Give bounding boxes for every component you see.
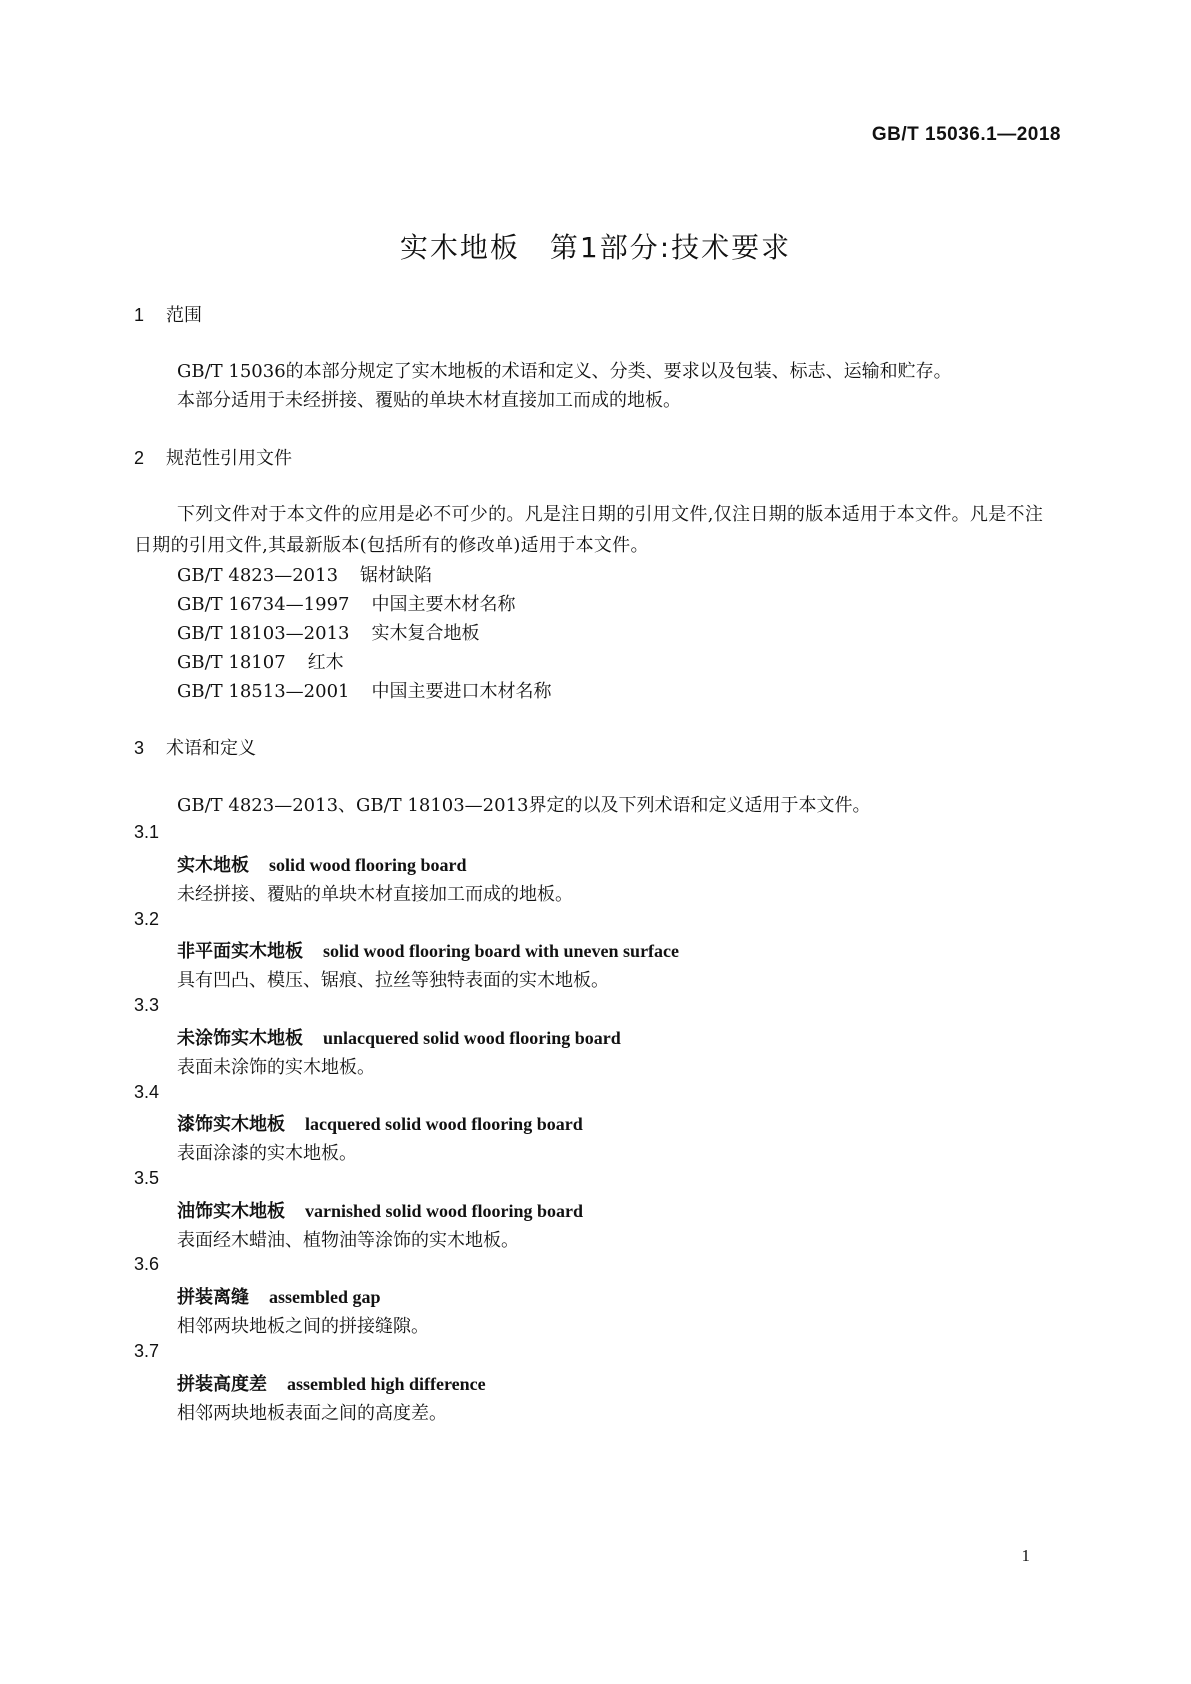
term-heading xyxy=(177,1197,583,1223)
term-number: 3.4 xyxy=(134,1082,160,1102)
reference-item xyxy=(177,677,551,703)
term-zh: 未涂饰实木地板 xyxy=(177,1028,303,1049)
reference-item xyxy=(177,561,432,587)
term-definition: 表面涂漆的实木地板。 xyxy=(177,1143,357,1164)
standard-number: GB/T 15036.1—2018 xyxy=(871,124,1061,145)
section-title: 术语和定义 xyxy=(166,738,256,759)
term-definition: 具有凹凸、模压、锯痕、拉丝等独特表面的实木地板。 xyxy=(177,970,609,991)
term-zh: 拼装离缝 xyxy=(177,1287,249,1308)
term-zh: 油饰实木地板 xyxy=(177,1201,285,1222)
term-en: assembled gap xyxy=(269,1287,381,1307)
reference-code: GB/T 16734—1997 xyxy=(177,594,350,615)
document-title: 实木地板 第1部分:技术要求 xyxy=(399,231,792,264)
reference-name: 中国主要木材名称 xyxy=(371,594,516,615)
terms-intro: GB/T 4823—2013、GB/T 18103—2013界定的以及下列术语和定义适用于本文件。 xyxy=(177,795,871,816)
term-zh: 拼装高度差 xyxy=(177,1374,267,1395)
section-title: 规范性引用文件 xyxy=(166,448,292,469)
scope-paragraph-2: 本部分适用于未经拼接、覆贴的单块木材直接加工而成的地板。 xyxy=(177,390,681,411)
term-en: unlacquered solid wood flooring board xyxy=(323,1028,621,1048)
term-number: 3.3 xyxy=(134,995,160,1015)
reference-item xyxy=(177,648,344,674)
term-definition: 表面未涂饰的实木地板。 xyxy=(177,1057,375,1078)
page-number: 1 xyxy=(1021,1546,1030,1565)
section-number: 2 xyxy=(134,448,145,468)
term-number: 3.7 xyxy=(134,1341,160,1361)
term-number: 3.1 xyxy=(134,822,160,842)
reference-code: GB/T 18103—2013 xyxy=(177,623,350,644)
term-number: 3.5 xyxy=(134,1168,160,1188)
term-heading xyxy=(177,1110,583,1136)
reference-code: GB/T 4823—2013 xyxy=(177,565,339,586)
term-definition: 相邻两块地板表面之间的高度差。 xyxy=(177,1403,447,1424)
term-heading xyxy=(177,1370,486,1396)
term-definition: 表面经木蜡油、植物油等涂饰的实木地板。 xyxy=(177,1230,519,1251)
term-definition: 未经拼接、覆贴的单块木材直接加工而成的地板。 xyxy=(177,884,573,905)
term-number: 3.2 xyxy=(134,909,160,929)
reference-code: GB/T 18513—2001 xyxy=(177,681,350,702)
scope-paragraph-1: GB/T 15036的本部分规定了实木地板的术语和定义、分类、要求以及包装、标志、运输和贮存。 xyxy=(177,361,952,382)
reference-name: 锯材缺陷 xyxy=(360,565,433,586)
term-heading xyxy=(177,937,679,963)
term-heading xyxy=(177,851,467,877)
section-2-heading xyxy=(134,444,292,470)
term-en: varnished solid wood flooring board xyxy=(305,1201,584,1221)
reference-code: GB/T 18107 xyxy=(177,652,286,673)
term-heading xyxy=(177,1024,621,1050)
reference-name: 中国主要进口木材名称 xyxy=(371,681,552,702)
term-en: lacquered solid wood flooring board xyxy=(305,1114,583,1134)
term-heading xyxy=(177,1283,381,1309)
term-en: solid wood flooring board xyxy=(269,855,467,875)
term-en: solid wood flooring board with uneven surface xyxy=(323,941,680,961)
normative-references-intro: 下列文件对于本文件的应用是必不可少的。凡是注日期的引用文件,仅注日期的版本适用于本文件。凡是不注日期的引用文件,其最新版本(包括所有的修改单)适用于本文件。 xyxy=(134,504,1044,556)
term-zh: 漆饰实木地板 xyxy=(177,1114,285,1135)
section-1-heading xyxy=(134,301,202,327)
term-number: 3.6 xyxy=(134,1254,160,1274)
term-definition: 相邻两块地板之间的拼接缝隙。 xyxy=(177,1316,429,1337)
term-zh: 非平面实木地板 xyxy=(177,941,303,962)
section-number: 3 xyxy=(134,738,145,758)
section-number: 1 xyxy=(134,305,145,325)
section-3-heading xyxy=(134,734,256,760)
reference-item xyxy=(177,619,479,645)
term-zh: 实木地板 xyxy=(177,855,249,876)
reference-item xyxy=(177,590,515,616)
section-title: 范围 xyxy=(166,305,202,326)
reference-name: 实木复合地板 xyxy=(371,623,480,644)
term-en: assembled high difference xyxy=(287,1374,486,1394)
reference-name: 红木 xyxy=(307,652,344,673)
